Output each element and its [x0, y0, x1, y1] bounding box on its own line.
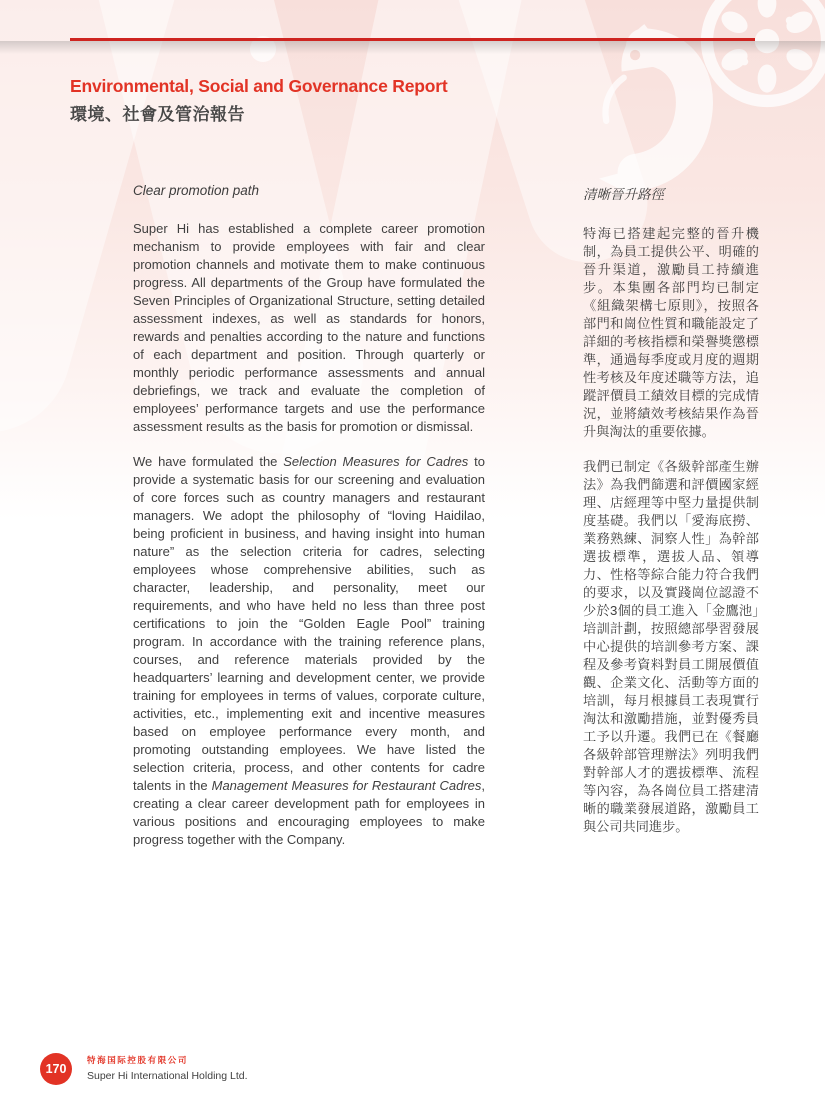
chinese-column	[583, 183, 759, 853]
english-column	[133, 183, 485, 866]
section-heading-en: Clear promotion path	[133, 183, 260, 198]
paragraph-zh-2: 我們已制定《各級幹部產生辦法》為我們篩選和評價國家經理、店經理等中堅力量提供制度基礎。我們以「愛海底撈、業務熟練、洞察人性」為幹部選拔標準，選拔人品、領導力、性格等綜合能力符合我們的要求，以及實踐崗位認證不少於3個的員工進入「金鷹池」培訓計劃，按照總部學習發展中心提供的培訓參考方案、課程及參考資料對員工開展價值觀、企業文化、活動等方面的培訓，每月根據員工表現實行淘汰和激勵措施，並對優秀員工予以升遷。我們已在《餐廳各級幹部管理辦法》列明我們對幹部人才的選拔標準、流程等內容，為各崗位員工搭建清晰的職業發展道路，激勵員工與公司共同進步。	[583, 459, 759, 834]
tomato-slice-icon	[692, 0, 825, 116]
paragraph-en-2: We have formulated the Selection Measures for Cadres to provide a systematic basis for our screening and evaluation of core forces such as country managers and restaurant managers. We adopt the philosophy of “loving Haidilao, being proficient in business, and having insight into human nature” as the selection criteria for cadres, selecting employees whose comprehensive abilities, such as character, leadership, and personality, meet our requirements, and who have held no less than three post certifications to join the “Golden Eagle Pool” training program. In accordance with the training reference plans, courses, and reference materials provided by the headquarters’ learning and development center, we provide training for employees in terms of values, corporate culture, activities, etc., implementing exit and incentive measures based on employee performance every month, and promoting outstanding employees. We have listed the selection criteria, process, and other contents for cadre talents in the Management Measures for Restaurant Cadres, creating a clear career development path for employees in various positions and encouraging employees to make progress together with the Company.	[133, 454, 486, 847]
report-title-en: Environmental, Social and Governance Report	[70, 76, 448, 96]
page-number: 170	[45, 1062, 67, 1076]
header-rule-shadow	[0, 41, 825, 54]
page-footer	[0, 1050, 825, 1095]
page-number-badge	[40, 1053, 72, 1085]
report-title-zh: 環境、社會及管治報告	[70, 105, 245, 124]
paragraph-zh-1: 特海已搭建起完整的晉升機制，為員工提供公平、明確的晉升渠道，激勵員工持續進步。本集團各部門均已制定《組織架構七原則》，按照各部門和崗位性質和職能設定了詳細的考核指標和榮譽獎懲標準，通過每季度或月度的週期性考核及年度述職等方法，追蹤評價員工績效目標的完成情況，並將績效考核結果作為晉升與淘汰的重要依據。	[583, 226, 759, 439]
company-name-en: Super Hi International Holding Ltd.	[87, 1070, 248, 1082]
company-name-zh: 特海国际控股有限公司	[87, 1055, 189, 1065]
company-block	[87, 1054, 248, 1082]
section-heading-zh: 清晰晉升路徑	[583, 187, 664, 202]
paragraph-en-1: Super Hi has established a complete career promotion mechanism to provide employees with fair and clear promotion channels and motivate them to make continuous progress. All departments of the Group have formulated the Seven Principles of Organizational Structure, setting detailed assessment indexes, as well as standards for honors, rewards and penalties according to the nature and functions of each department and position. Through quarterly or monthly periodic performance assessments and annual debriefings, we track and evaluate the completion of employees’ performance targets and use the performance assessment results as the basis for promotion or dismissal.	[133, 221, 485, 434]
